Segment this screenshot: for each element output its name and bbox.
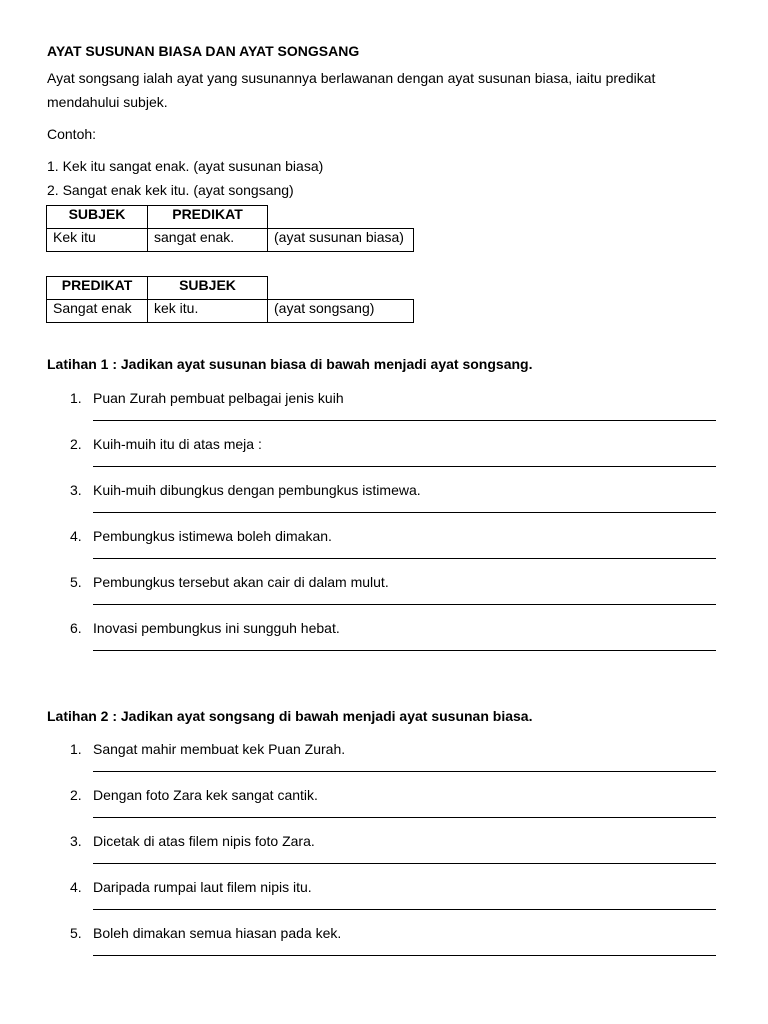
example-2: 2. Sangat enak kek itu. (ayat songsang) <box>47 182 294 198</box>
page-title: AYAT SUSUNAN BIASA DAN AYAT SONGSANG <box>47 43 360 59</box>
answer-line[interactable] <box>93 558 716 559</box>
answer-line[interactable] <box>93 420 716 421</box>
item-sentence: Pembungkus istimewa boleh dimakan. <box>93 528 332 544</box>
contoh-label: Contoh: <box>47 126 97 142</box>
table-cell-subjek: Kek itu <box>47 229 148 252</box>
item-sentence: Kuih-muih dibungkus dengan pembungkus istimewa. <box>93 482 421 498</box>
answer-line[interactable] <box>93 512 716 513</box>
item-sentence: Daripada rumpai laut filem nipis itu. <box>93 879 312 895</box>
table-header-subjek: SUBJEK <box>148 277 268 300</box>
example-table-songsang <box>46 276 414 323</box>
item-number: 3. <box>70 833 82 849</box>
table-cell-note: (ayat songsang) <box>268 300 414 323</box>
table-cell-subjek: kek itu. <box>148 300 268 323</box>
latihan-2-item <box>70 925 716 971</box>
intro-text-line-2: mendahului subjek. <box>47 94 168 110</box>
item-sentence: Inovasi pembungkus ini sungguh hebat. <box>93 620 340 636</box>
answer-line[interactable] <box>93 909 716 910</box>
item-number: 5. <box>70 574 82 590</box>
latihan-1-item <box>70 574 716 620</box>
latihan-1-item <box>70 620 716 666</box>
example-1: 1. Kek itu sangat enak. (ayat susunan biasa) <box>47 158 324 174</box>
latihan-1-item <box>70 390 716 436</box>
intro-text-line-1: Ayat songsang ialah ayat yang susunannya berlawanan dengan ayat susunan biasa, iaitu predikat <box>47 70 656 86</box>
item-number: 5. <box>70 925 82 941</box>
latihan-2-item <box>70 787 716 833</box>
table-cell-predikat: sangat enak. <box>148 229 268 252</box>
item-sentence: Kuih-muih itu di atas meja : <box>93 436 262 452</box>
table-cell-predikat: Sangat enak <box>47 300 148 323</box>
item-sentence: Sangat mahir membuat kek Puan Zurah. <box>93 741 346 757</box>
item-number: 2. <box>70 436 82 452</box>
answer-line[interactable] <box>93 466 716 467</box>
item-number: 3. <box>70 482 82 498</box>
table-cell-note: (ayat susunan biasa) <box>268 229 414 252</box>
table-header-subjek: SUBJEK <box>47 206 148 229</box>
latihan-1-item <box>70 436 716 482</box>
item-sentence: Boleh dimakan semua hiasan pada kek. <box>93 925 342 941</box>
answer-line[interactable] <box>93 955 716 956</box>
answer-line[interactable] <box>93 650 716 651</box>
latihan-1-item <box>70 482 716 528</box>
answer-line[interactable] <box>93 771 716 772</box>
latihan-1-item <box>70 528 716 574</box>
table-header-predikat: PREDIKAT <box>148 206 268 229</box>
item-number: 1. <box>70 390 82 406</box>
table-header-predikat: PREDIKAT <box>47 277 148 300</box>
item-sentence: Dengan foto Zara kek sangat cantik. <box>93 787 318 803</box>
latihan-2-item <box>70 879 716 925</box>
latihan-2-item <box>70 833 716 879</box>
answer-line[interactable] <box>93 863 716 864</box>
example-table-susunan-biasa <box>46 205 414 252</box>
latihan-2-title: Latihan 2 : Jadikan ayat songsang di bawah menjadi ayat susunan biasa. <box>47 708 533 724</box>
latihan-1-title: Latihan 1 : Jadikan ayat susunan biasa di bawah menjadi ayat songsang. <box>47 356 533 372</box>
answer-line[interactable] <box>93 817 716 818</box>
item-number: 1. <box>70 741 82 757</box>
item-number: 2. <box>70 787 82 803</box>
answer-line[interactable] <box>93 604 716 605</box>
item-sentence: Puan Zurah pembuat pelbagai jenis kuih <box>93 390 344 406</box>
item-number: 4. <box>70 528 82 544</box>
item-sentence: Pembungkus tersebut akan cair di dalam mulut. <box>93 574 389 590</box>
latihan-2-item <box>70 741 716 787</box>
item-number: 6. <box>70 620 82 636</box>
item-number: 4. <box>70 879 82 895</box>
item-sentence: Dicetak di atas filem nipis foto Zara. <box>93 833 315 849</box>
